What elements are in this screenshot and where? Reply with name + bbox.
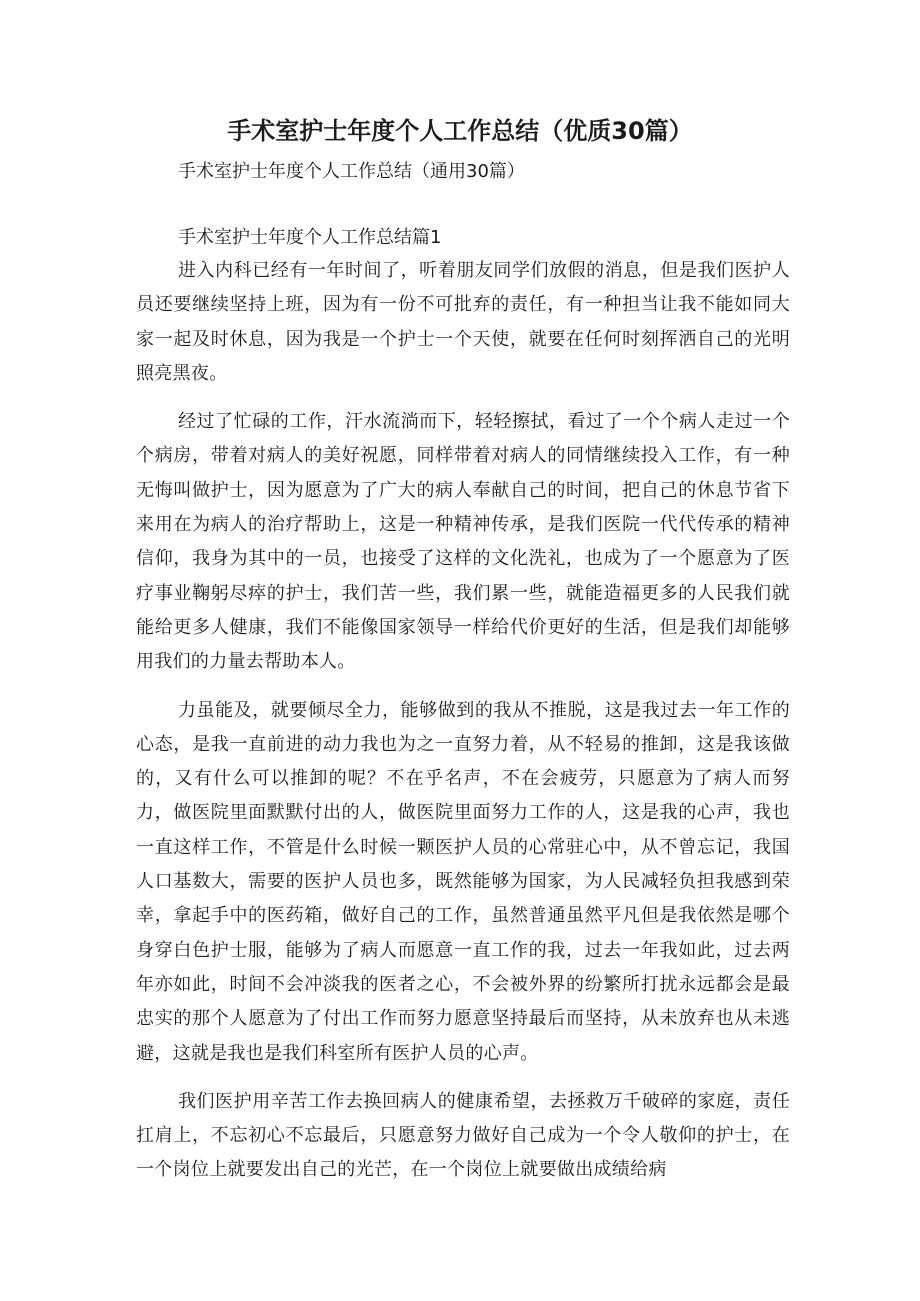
document-body — [136, 254, 790, 1188]
paragraph-4: 我们医护用辛苦工作去换回病人的健康希望，去拯救万千破碎的家庭，责任扛肩上，不忘初心不忘最后，只愿意努力做好自己成为一个令人敬仰的护士，在一个岗位上就要发出自己的光芒，在一个岗位上就要做出成绩给病 — [136, 1090, 790, 1181]
document-title: 手术室护士年度个人工作总结（优质30篇） — [227, 117, 693, 145]
section-heading: 手术室护士年度个人工作总结篇1 — [178, 227, 442, 248]
paragraph-1: 进入内科已经有一年时间了，听着朋友同学们放假的消息，但是我们医护人员还要继续坚持上班，因为有一份不可批弃的责任，有一种担当让我不能如同大家一起及时休息，因为我是一个护士一个天使，就要在任何时刻挥洒自己的光明照亮黑夜。 — [136, 260, 790, 384]
paragraph-3: 力虽能及，就要倾尽全力，能够做到的我从不推脱，这是我过去一年工作的心态，是我一直前进的动力我也为之一直努力着，从不轻易的推卸，这是我该做的，又有什么可以推卸的呢？不在乎名声，不在会疲劳，只愿意为了病人而努力，做医院里面默默付出的人，做医院里面努力工作的人，这是我的心声，我也一直这样工作，不管是什么时候一颗医护人员的心常驻心中，从不曾忘记，我国人口基数大，需要的医护人员也多，既然能够为国家，为人民减轻负担我感到荣幸，拿起手中的医药箱，做好自己的工作，虽然普通虽然平凡但是我依然是哪个身穿白色护士服，能够为了病人而愿意一直工作的我，过去一年我如此，过去两年亦如此，时间不会冲淡我的医者之心，不会被外界的纷繁所打扰永远都会是最忠实的那个人愿意为了付出工作而努力愿意坚持最后而坚持，从未放弃也从未逃避，这就是我也是我们科室所有医护人员的心声。 — [136, 699, 790, 1064]
document-subtitle: 手术室护士年度个人工作总结（通用30篇） — [178, 161, 525, 182]
paragraph-2: 经过了忙碌的工作，汗水流淌而下，轻轻擦拭，看过了一个个病人走过一个个病房，带着对病人的美好祝愿，同样带着对病人的同情继续投入工作，有一种无悔叫做护士，因为愿意为了广大的病人奉献自己的时间，把自己的休息节省下来用在为病人的治疗帮助上，这是一种精神传承，是我们医院一代代传承的精神信仰，我身为其中的一员，也接受了这样的文化洗礼，也成为了一个愿意为了医疗事业鞠躬尽瘁的护士，我们苦一些，我们累一些，就能造福更多的人民我们就能给更多人健康，我们不能像国家领导一样给代价更好的生活，但是我们却能够用我们的力量去帮助本人。 — [136, 411, 790, 673]
